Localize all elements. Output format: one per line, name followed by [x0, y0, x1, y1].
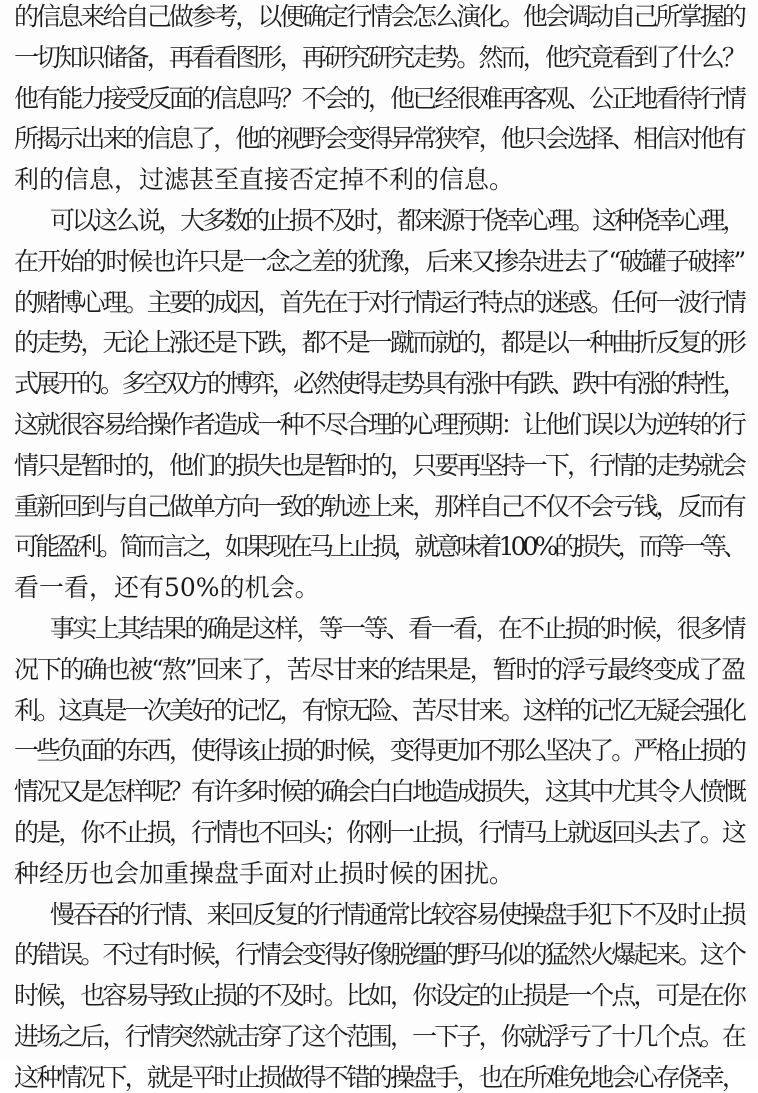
text-line: 的走势，无论上涨还是下跌，都不是一蹴而就的，都是以一种曲折反复的形 — [14, 328, 744, 358]
text-line: 他有能力接受反面的信息吗？不会的，他已经很难再客观、公正地看待行情 — [14, 83, 744, 113]
text-line: 这就很容易给操作者造成一种不尽合理的心理预期：让他们误以为逆转的行 — [14, 410, 744, 439]
text-line: 重新回到与自己做单方向一致的轨迹上来，那样自己不仅不会亏钱，反而有 — [14, 491, 744, 521]
text-line: 利的信息，过滤甚至直接否定掉不利的信息。 — [14, 165, 515, 195]
text-line: 种经历也会加重操盘手面对止损时候的困扰。 — [14, 858, 515, 888]
text-line: 时候，也容易导致止损的不及时。比如，你设定的止损是一个点，可是在你 — [14, 981, 744, 1011]
text-line: 的是，你不止损，行情也不回头；你刚一止损，行情马上就返回头去了。这 — [14, 818, 744, 847]
text-line: 所揭示出来的信息了，他的视野会变得异常狭窄，他只会选择、相信对他有 — [14, 124, 744, 154]
text-line: 的信息来给自己做参考，以便确定行情会怎么演化。他会调动自己所掌握的 — [14, 2, 744, 31]
text-line: 事实上其结果的确是这样，等一等、看一看，在不止损的时候，很多情 — [50, 614, 744, 643]
text-line: 利。这真是一次美好的记忆，有惊无险、苦尽甘来。这样的记忆无疑会强化 — [14, 695, 744, 725]
text-line: 况下的确也被“熬”回来了，苦尽甘来的结果是，暂时的浮亏最终变成了盈 — [14, 654, 744, 684]
text-line: 看一看，还有50%的机会。 — [14, 573, 320, 603]
text-line: 一些负面的东西，使得该止损的时候，变得更加不那么坚决了。严格止损的 — [14, 736, 744, 766]
text-line: 这种情况下，就是平时止损做得不错的操盘手，也在所难免地会心存侥幸， — [14, 1062, 744, 1092]
text-line: 式展开的。多空双方的博弈，必然使得走势具有涨中有跌、跌中有涨的特性， — [14, 369, 744, 399]
text-line: 情况又是怎样呢？有许多时候的确会白白地造成损失，这其中尤其令人愤慨 — [14, 777, 744, 807]
text-line: 的错误。不过有时候，行情会变得好像脱缰的野马似的猛然火爆起来。这个 — [14, 940, 744, 970]
text-line: 情只是暂时的，他们的损失也是暂时的，只要再坚持一下，行情的走势就会 — [14, 450, 744, 480]
text-line: 的赌博心理。主要的成因，首先在于对行情运行特点的迷惑。任何一波行情 — [14, 287, 744, 317]
text-line: 进场之后，行情突然就击穿了这个范围，一下子，你就浮亏了十几个点。在 — [14, 1022, 744, 1051]
text-line: 可能盈利。简而言之，如果现在马上止损，就意味着100%的损失，而等一等、 — [14, 532, 744, 562]
text-line: 慢吞吞的行情、来回反复的行情通常比较容易使操盘手犯下不及时止损 — [50, 899, 744, 929]
text-line: 一切知识储备，再看看图形，再研究研究走势。然而，他究竟看到了什么？ — [14, 42, 744, 72]
text-line: 可以这么说，大多数的止损不及时，都来源于侥幸心理。这种侥幸心理， — [50, 206, 744, 235]
text-line: 在开始的时候也许只是一念之差的犹豫，后来又掺杂进去了“破罐子破摔” — [14, 246, 744, 276]
